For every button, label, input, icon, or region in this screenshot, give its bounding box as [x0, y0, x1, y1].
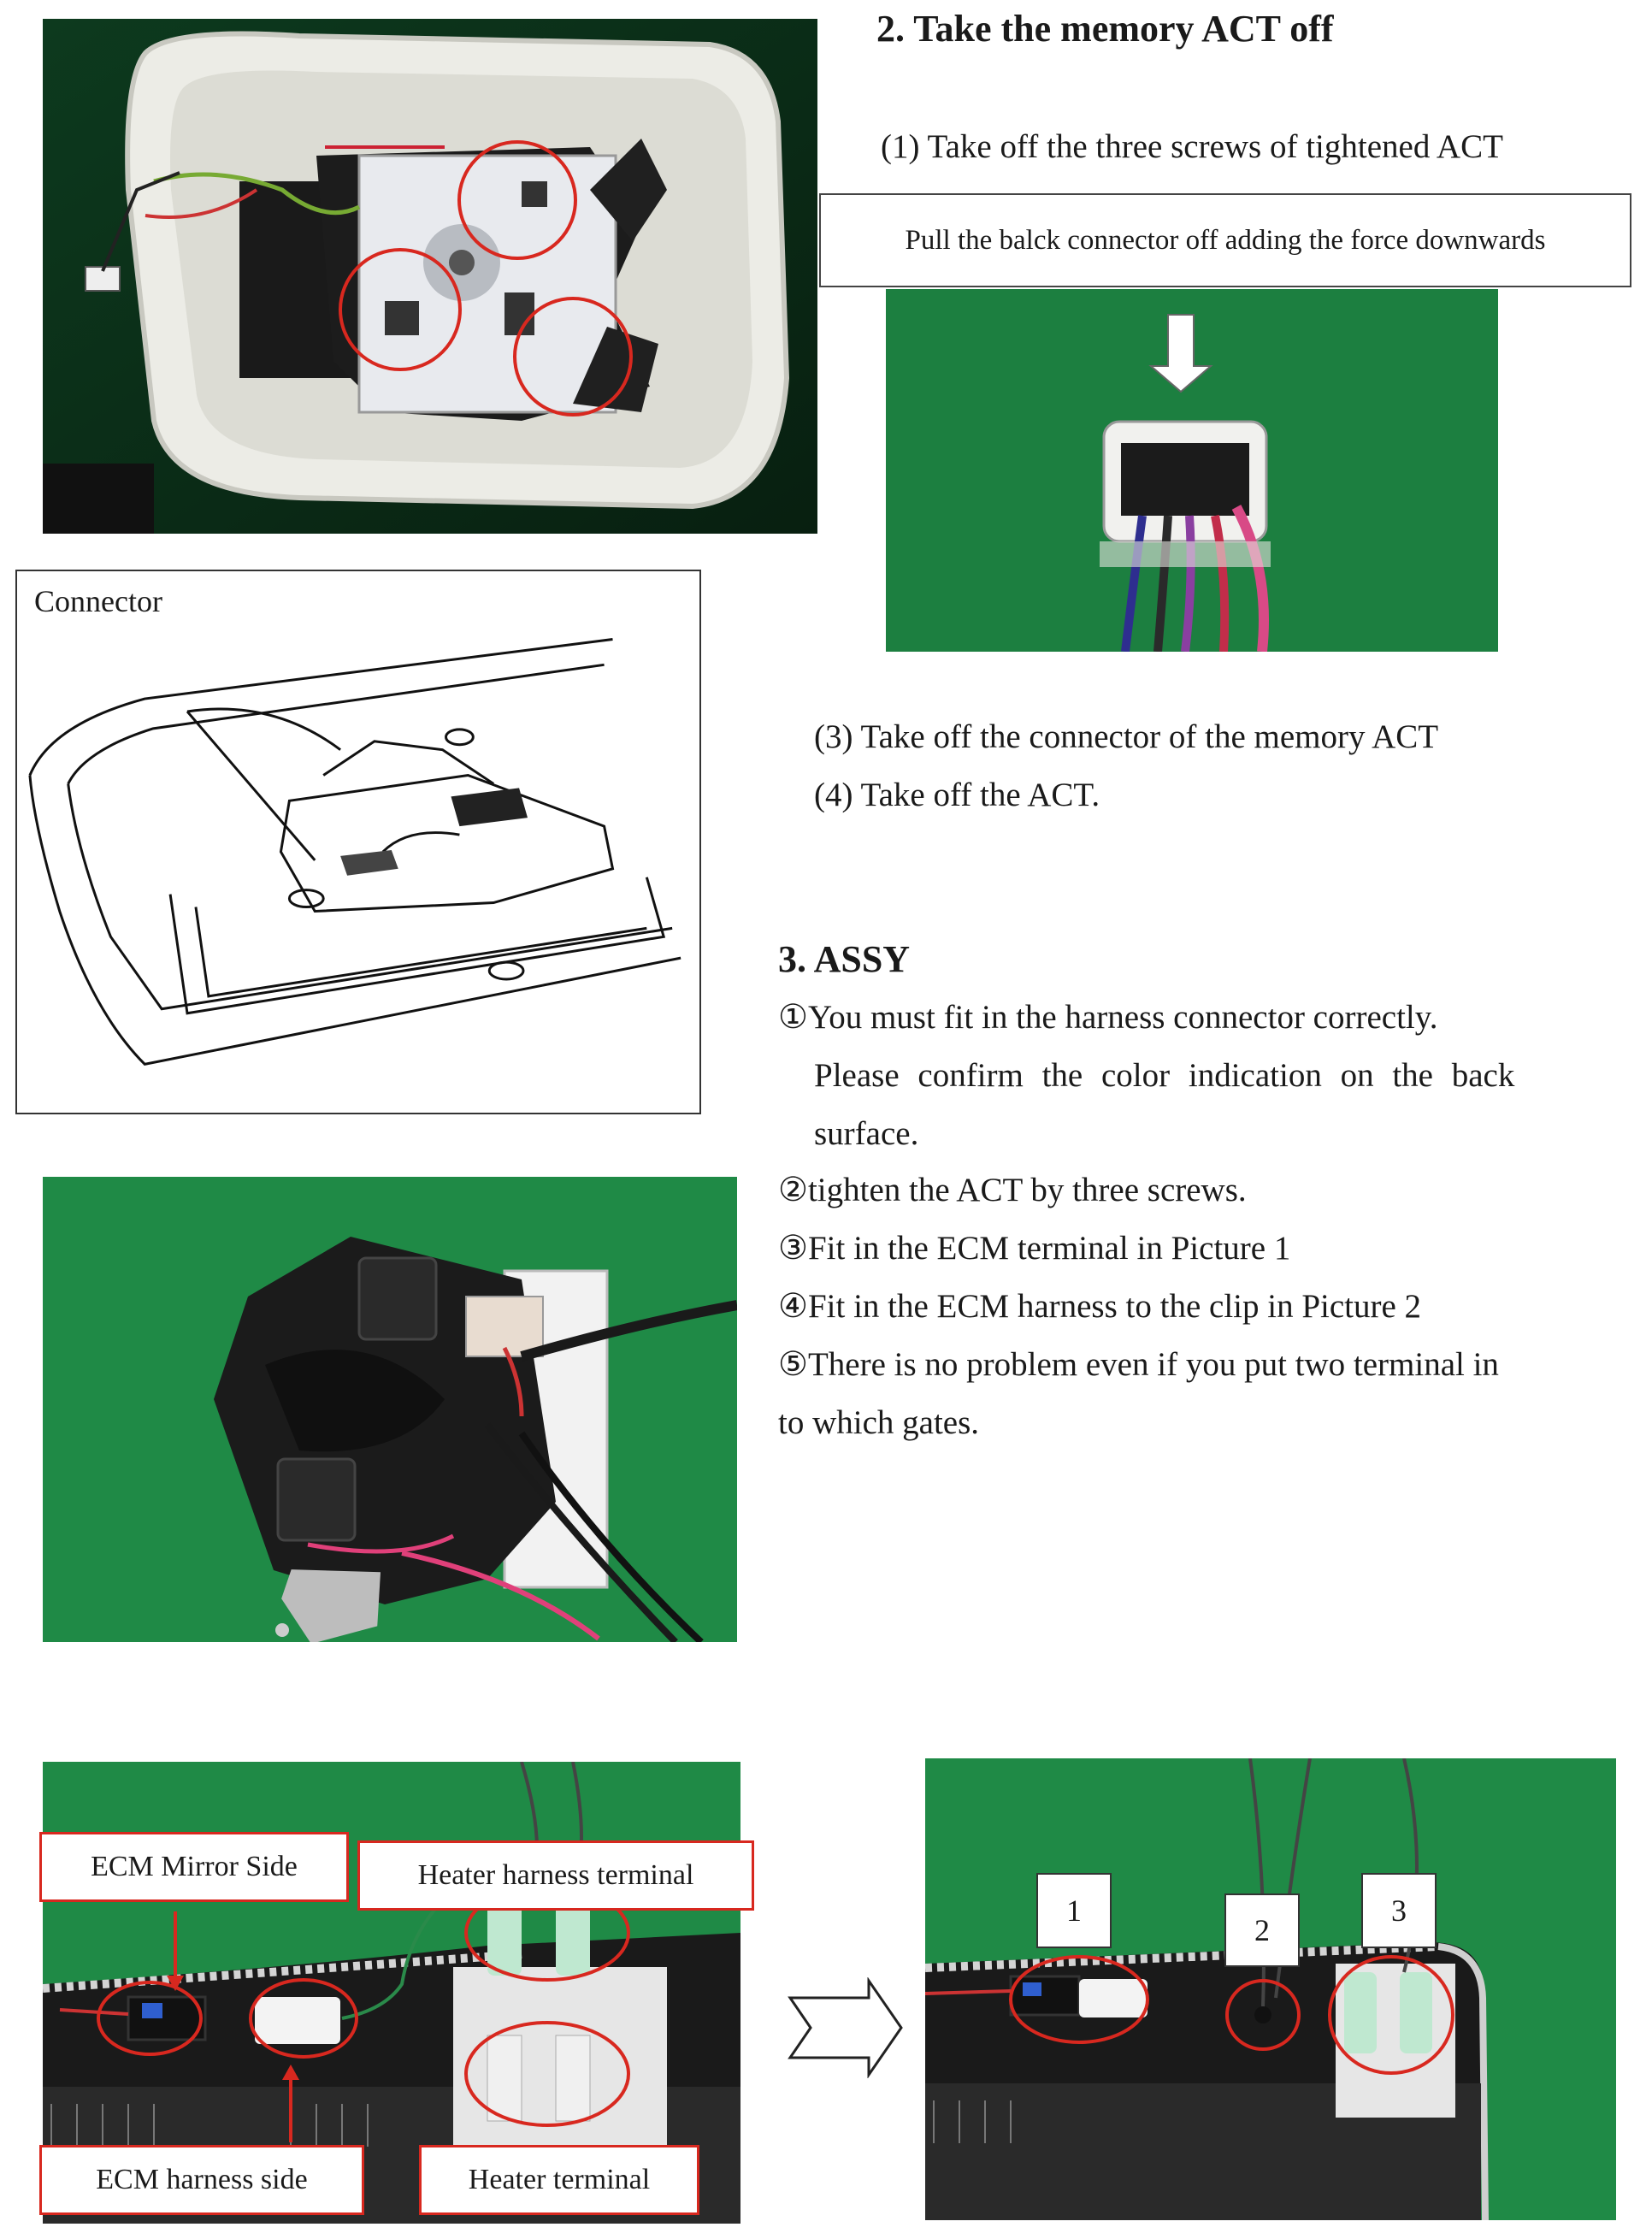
assy-item-1: ①You must fit in the harness connector correctly. [778, 999, 1438, 1036]
assy-item-1-cont2: surface. [814, 1115, 919, 1152]
mirror-housing-photo [43, 19, 817, 534]
section2-title: 2. Take the memory ACT off [876, 8, 1334, 50]
pull-connector-callout: Pull the balck connector off adding the force downwards [819, 193, 1631, 287]
assy-item-2: ②tighten the ACT by three screws. [778, 1172, 1247, 1208]
assy-item-5-cont: to which gates. [778, 1404, 980, 1441]
section2-step3: (3) Take off the connector of the memory ACT [814, 718, 1439, 755]
connector-diagram-label: Connector [34, 584, 162, 618]
picture2-label-3: 3 [1361, 1873, 1437, 1948]
ecm-mirror-side-label: ECM Mirror Side [39, 1832, 349, 1902]
act-unit-photo [43, 1177, 737, 1642]
assy-item-1-cont: Please confirm the color indication on the back [814, 1057, 1515, 1094]
connector-photo [886, 289, 1498, 652]
picture2-label-2: 2 [1224, 1893, 1300, 1967]
section3-title: 3. ASSY [778, 938, 911, 980]
heater-terminal-label: Heater terminal [419, 2145, 699, 2215]
right-arrow-icon [787, 1977, 906, 2078]
picture2-label-1: 1 [1036, 1873, 1112, 1948]
assy-item-4: ④Fit in the ECM harness to the clip in Picture 2 [778, 1288, 1422, 1325]
heater-harness-terminal-label: Heater harness terminal [357, 1840, 754, 1911]
picture2-photo [925, 1758, 1616, 2220]
ecm-harness-side-label: ECM harness side [39, 2145, 364, 2215]
section2-step1: (1) Take off the three screws of tightened ACT [881, 128, 1503, 165]
assy-item-3: ③Fit in the ECM terminal in Picture 1 [778, 1230, 1291, 1267]
connector-diagram [15, 570, 701, 1114]
assy-item-5: ⑤There is no problem even if you put two terminal in [778, 1346, 1499, 1383]
section2-step4: (4) Take off the ACT. [814, 777, 1100, 813]
